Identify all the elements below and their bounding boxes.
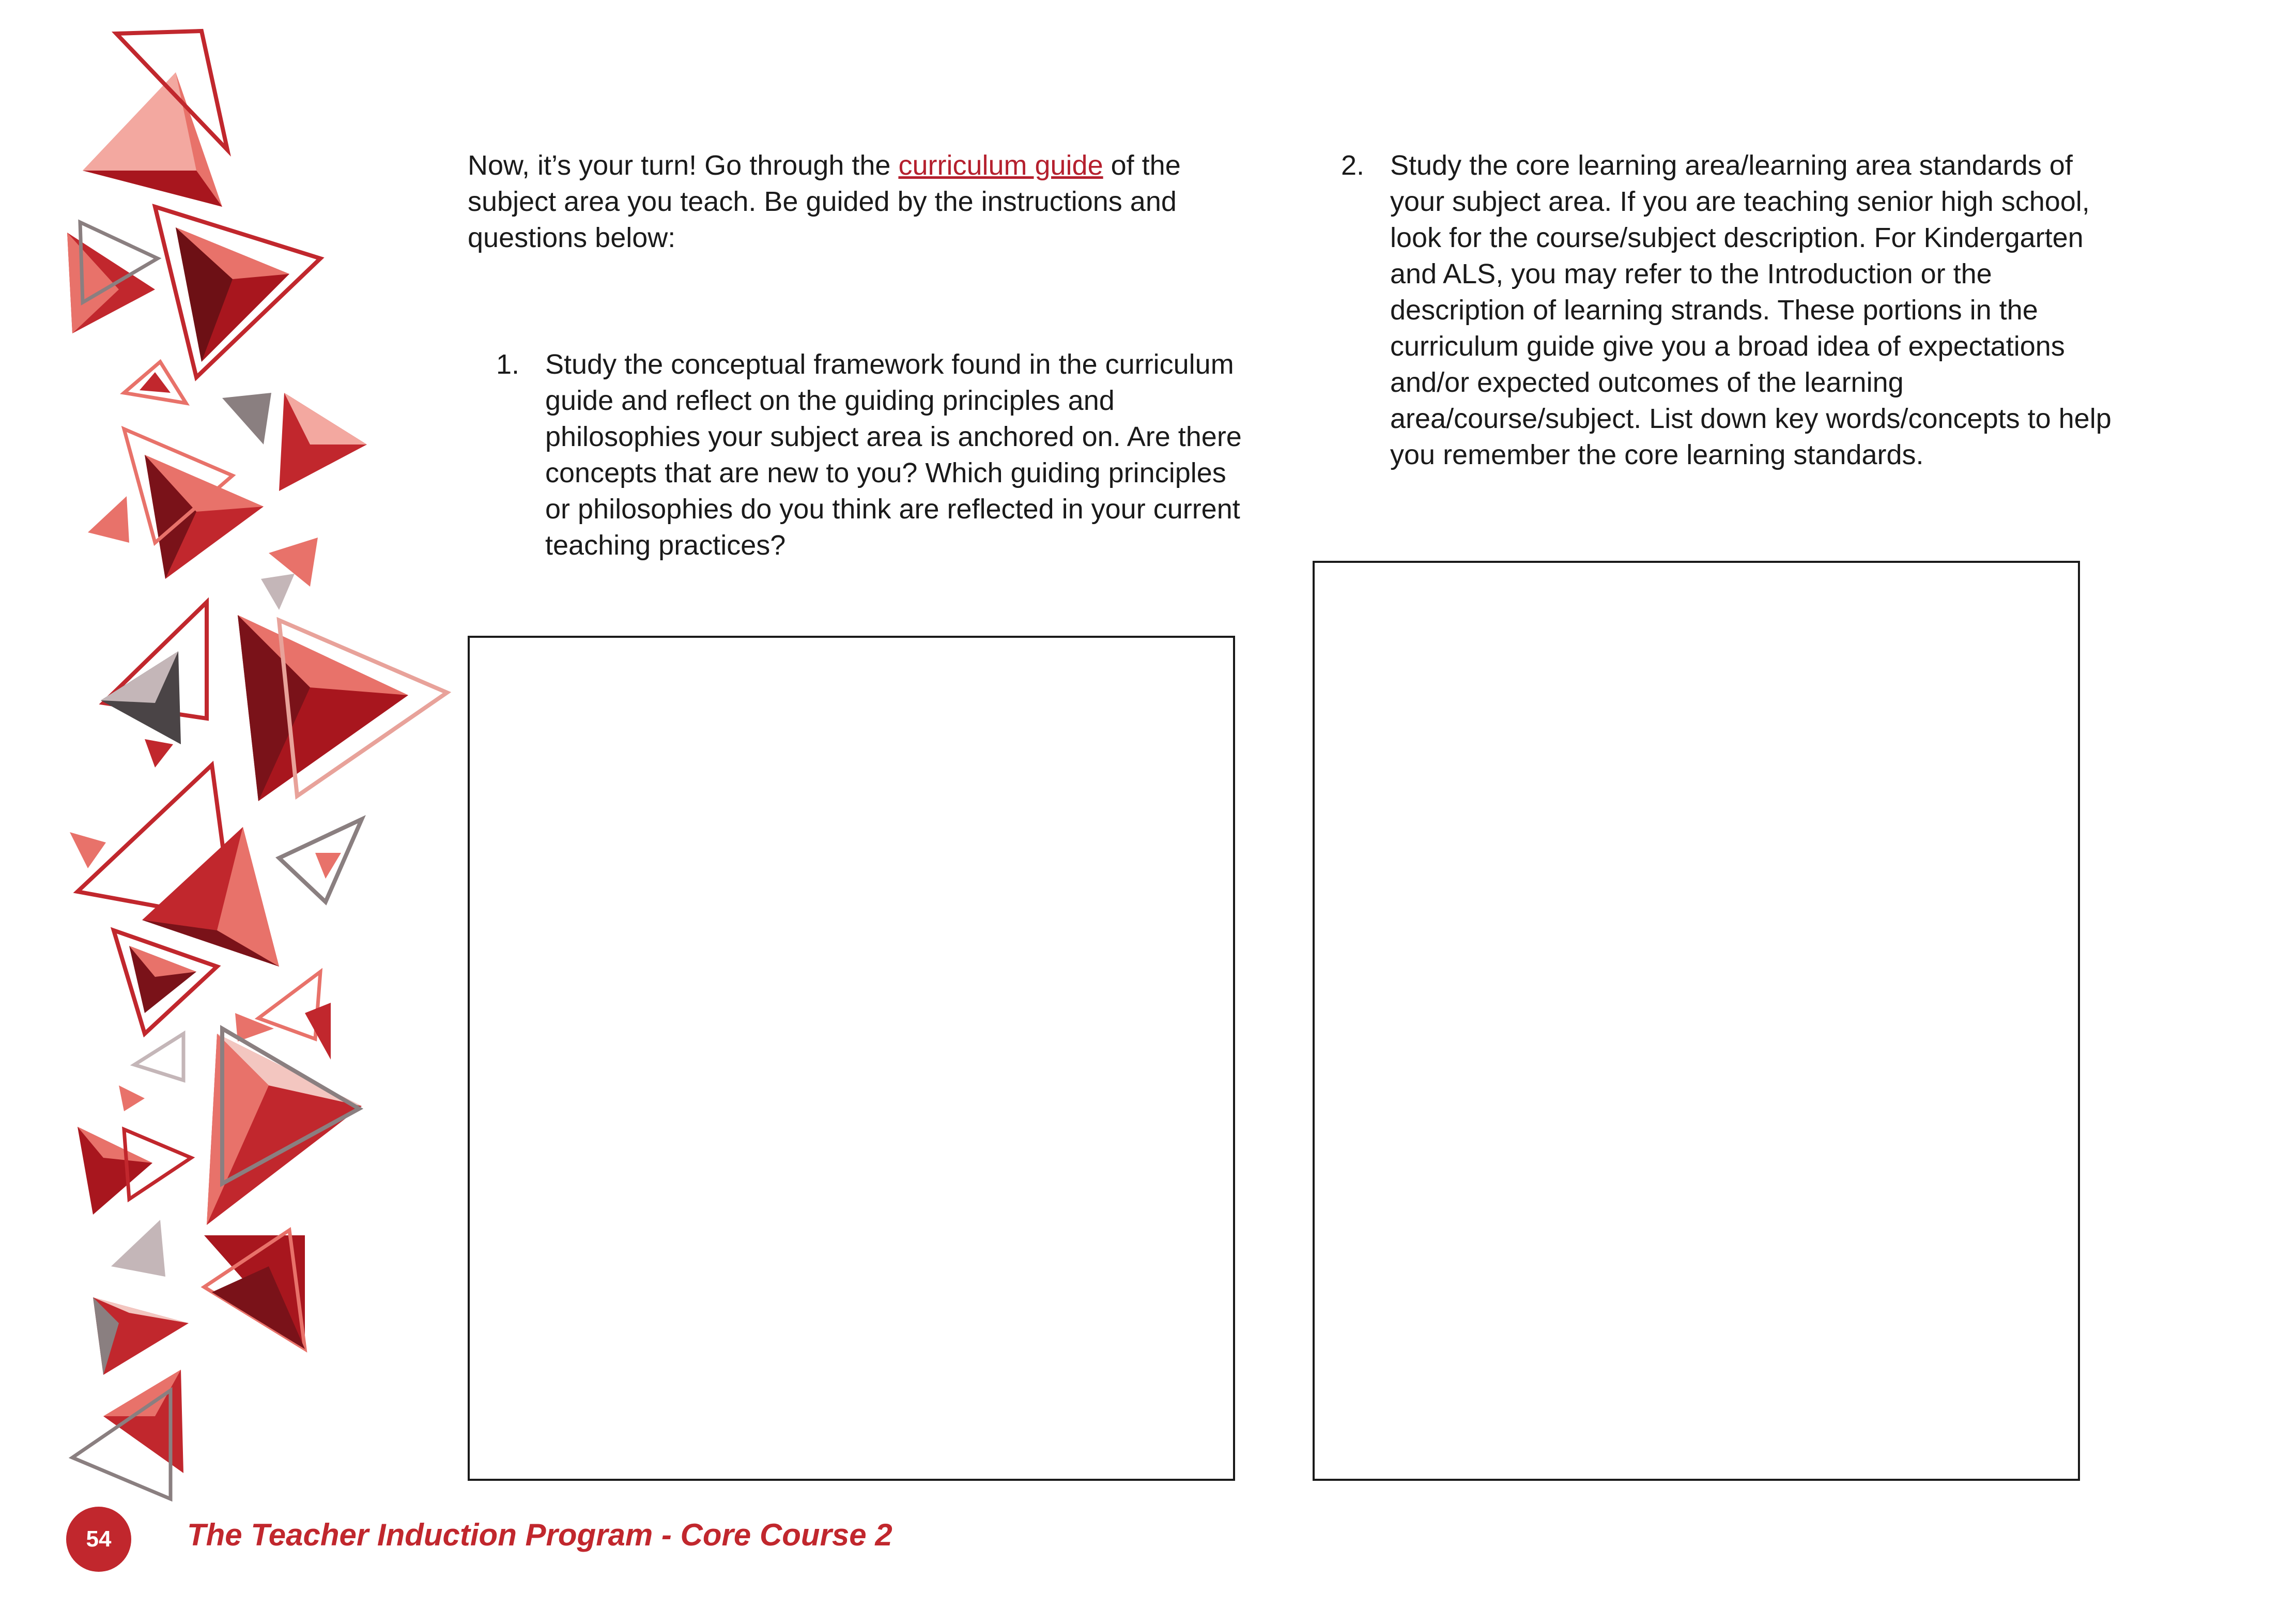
triangle-cluster-10 <box>279 819 362 902</box>
answer-box-1[interactable] <box>468 636 1235 1481</box>
page-number-badge: 54 <box>66 1507 131 1572</box>
triangle-cluster-16 <box>93 1297 189 1375</box>
decorative-triangles <box>0 0 465 1624</box>
intro-text-before: Now, it’s your turn! Go through the <box>468 150 899 181</box>
left-column <box>468 147 1243 563</box>
answer-box-2[interactable] <box>1313 561 2080 1481</box>
triangle-cluster-6 <box>261 538 318 610</box>
triangle-cluster-14 <box>78 1127 191 1215</box>
intro-paragraph <box>468 147 1243 256</box>
curriculum-guide-link[interactable]: curriculum guide <box>898 150 1103 181</box>
triangle-cluster-3 <box>155 207 320 377</box>
intro-text-after: of the subject area you teach. Be guided by the instructions and questions below: <box>468 150 1181 253</box>
triangle-cluster-8 <box>101 602 207 768</box>
question-text: Study the core learning area/learning area standards of your subject area. If you are teaching senior high school, look for the course/subject description. For Kindergarten and ALS, you may refer to the Introduction or the description of learning strands. These portions in the curriculum guide give you a broad idea of expectations and/or expected outcomes of the learning area/course/subject. List down key words/concepts to help you remember the core learning standards. <box>1390 150 2112 470</box>
question-text: Study the conceptual framework found in the curriculum guide and reflect on the guiding principles and philosophies your subject area is anchored on. Are there concepts that are new to you? Which guiding principles or philosophies do you think are reflected in your current teaching practices? <box>545 349 1242 561</box>
question-item-1 <box>468 346 1243 563</box>
question-item-2 <box>1338 147 2114 473</box>
right-column <box>1338 147 2114 473</box>
triangle-cluster-13 <box>119 1029 362 1225</box>
triangle-cluster-2 <box>67 222 158 333</box>
footer-title: The Teacher Induction Program - Core Course 2 <box>187 1518 892 1552</box>
triangle-cluster-7 <box>238 615 447 801</box>
triangle-cluster-11 <box>114 930 217 1034</box>
question-number: 2. <box>1341 150 1365 181</box>
triangle-cluster-17 <box>72 1370 183 1499</box>
question-number: 1. <box>496 349 520 380</box>
triangle-cluster-9 <box>70 765 279 967</box>
triangle-cluster-5 <box>88 429 264 579</box>
triangle-cluster-1 <box>83 31 227 207</box>
